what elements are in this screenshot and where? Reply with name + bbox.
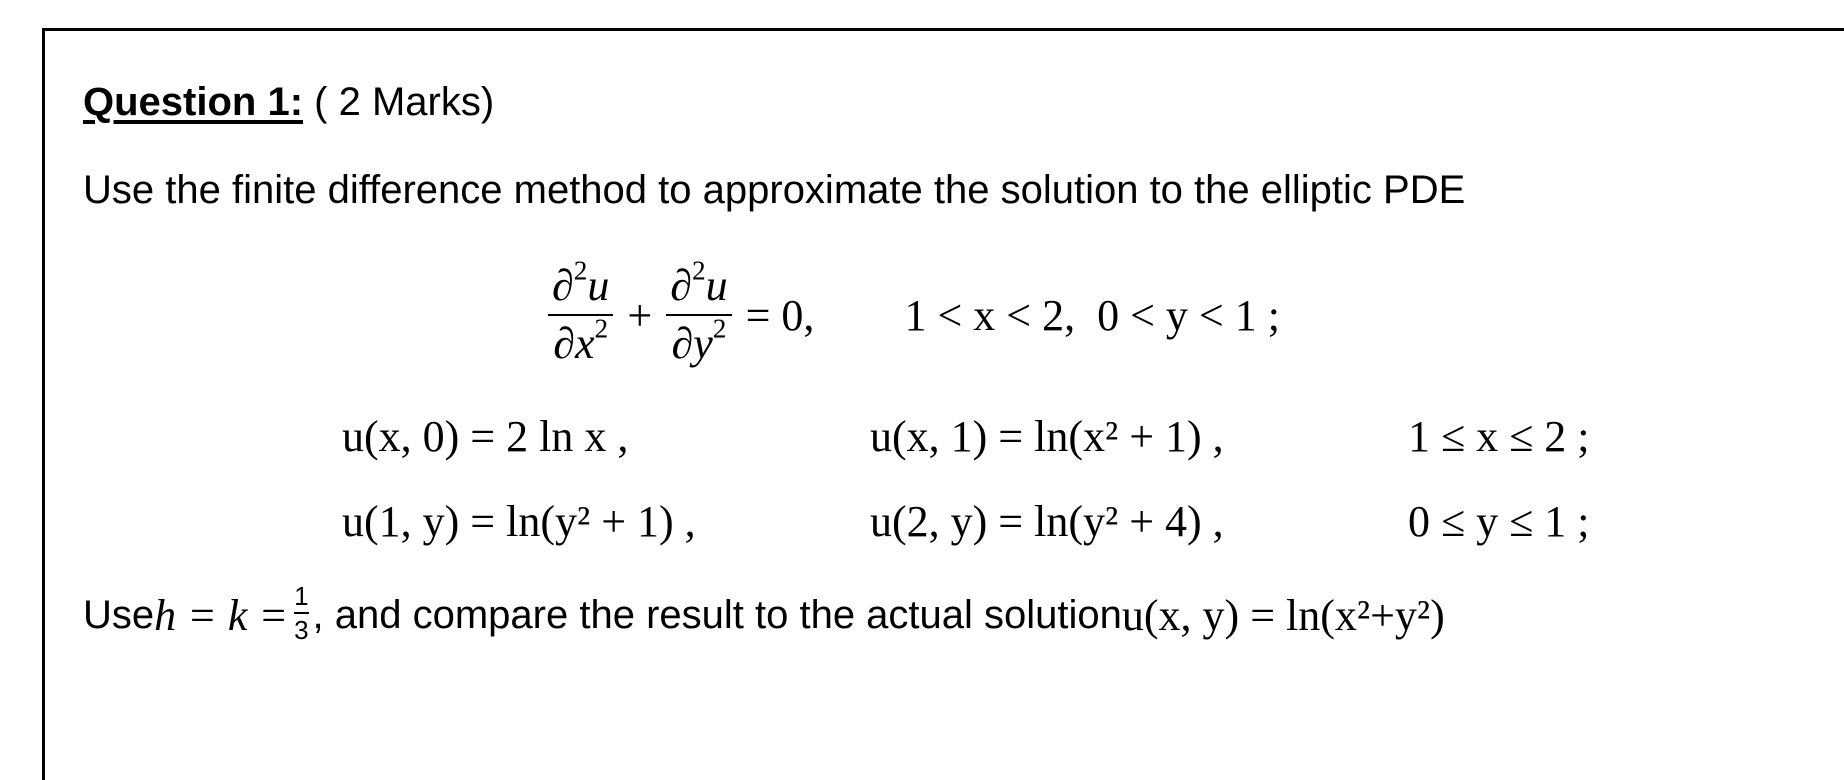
pde-domain-x: 1 < x < 2,: [904, 290, 1076, 340]
pde-term-xx: $\frac{\partial^2u}{\partial x^2}$: [548, 264, 613, 366]
bc-row2-b: u(2, y) = ln(y² + 4) ,: [870, 497, 1224, 546]
step-fraction: [294, 583, 308, 643]
bc-row2-a: u(1, y) = ln(y² + 1) ,: [342, 497, 696, 546]
question-instruction: [83, 580, 1445, 650]
bc-row1-c: 1 ≤ x ≤ 2 ;: [1408, 412, 1590, 461]
bc-row2-c: 0 ≤ y ≤ 1 ;: [1408, 497, 1590, 546]
question-box: [42, 28, 1844, 780]
pde-equation: [544, 250, 1280, 380]
final-hk: h = k =: [154, 590, 289, 640]
bc-row1-b: u(x, 1) = ln(x² + 1) ,: [870, 412, 1224, 461]
bc-row1-a: u(x, 0) = 2 ln x ,: [342, 412, 629, 461]
final-use: Use: [83, 592, 155, 637]
final-actual-solution: u(x, y) = ln(x²+y²): [1121, 590, 1445, 640]
step-fraction-den: 3: [294, 615, 309, 645]
pde-rhs: = 0,: [745, 290, 815, 340]
question-header: [83, 82, 494, 122]
step-fraction-num: 1: [294, 581, 309, 611]
question-marks: ( 2 Marks): [303, 80, 495, 124]
question-label: Question 1:: [83, 80, 304, 124]
pde-term-yy: $\frac{\partial^2u}{\partial y^2}$: [666, 264, 731, 366]
final-compare: , and compare the result to the actual solution: [312, 592, 1122, 637]
pde-domain-y: 0 < y < 1 ;: [1097, 290, 1280, 340]
pde-plus: +: [627, 290, 653, 340]
question-intro: Use the finite difference method to approximate the solution to the elliptic PDE: [83, 168, 1466, 212]
